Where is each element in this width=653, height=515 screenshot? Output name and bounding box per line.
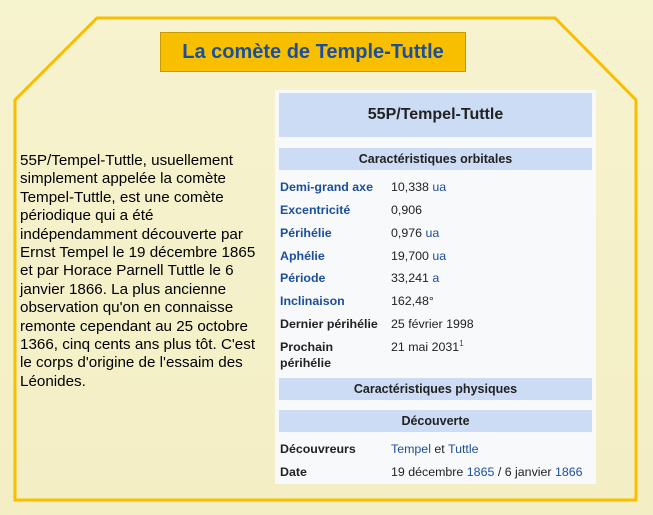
page-title: La comète de Temple-Tuttle (160, 32, 466, 72)
date-sep: / 6 janvier (497, 465, 552, 479)
discoverer-tuttle-link[interactable]: Tuttle (447, 442, 479, 456)
intro-paragraph: 55P/Tempel-Tuttle, usuellement simplement appelée la comète Tempel-Tuttle, est une comète périodique qui a été indépendamment découverte par Ernst Tempel le 19 décembre 1865 et par Horace Parnell Tuttle le 6 janvier 1866. La plus ancienne observation qu'on en connaisse remonte cependant au 25 octobre 1366, cinq cents ans plus tôt. C'est le corps d'origine de l'essaim des Léonides. (20, 152, 256, 390)
row-next-perihelion (280, 339, 590, 373)
date-part1: 19 décembre (391, 465, 464, 479)
physical-section-header: Caractéristiques physiques (279, 378, 592, 400)
value-last-perihelion: 25 février 1998 (391, 317, 474, 331)
label-perihelion[interactable]: Périhélie (280, 226, 332, 240)
orbital-section-header: Caractéristiques orbitales (279, 148, 592, 170)
value-next-perihelion: 21 mai 2031 (391, 340, 460, 355)
value-inclination: 162,48° (391, 294, 434, 308)
value-semi-major-axis: 10,338 (391, 180, 429, 194)
infobox (275, 90, 596, 484)
label-next-perihelion-line2: périhélie (280, 356, 331, 370)
year-1865-link[interactable]: 1865 (466, 465, 495, 479)
unit-ua-link[interactable]: ua (425, 226, 440, 240)
label-next-perihelion-line1: Prochain (280, 340, 334, 354)
year-1866-link[interactable]: 1866 (555, 465, 583, 479)
footnote-ref[interactable]: 1 (459, 339, 464, 348)
value-eccentricity: 0,906 (391, 203, 423, 217)
discoverers-conj: et (434, 442, 445, 456)
label-aphelion[interactable]: Aphélie (280, 249, 325, 263)
value-perihelion: 0,976 (391, 226, 423, 240)
label-last-perihelion: Dernier périhélie (280, 317, 378, 331)
value-aphelion: 19,700 (391, 249, 429, 263)
infobox-title: 55P/Tempel-Tuttle (279, 93, 592, 137)
label-next-perihelion (280, 339, 333, 371)
unit-ua-link[interactable]: ua (432, 180, 447, 194)
label-date: Date (280, 465, 307, 479)
label-period[interactable]: Période (280, 271, 326, 285)
value-period: 33,241 (391, 271, 429, 285)
label-discoverers: Découvreurs (280, 442, 356, 456)
unit-year-link[interactable]: a (432, 271, 440, 285)
unit-ua-link[interactable]: ua (432, 249, 447, 263)
label-inclination[interactable]: Inclinaison (280, 294, 345, 308)
label-eccentricity[interactable]: Excentricité (280, 203, 351, 217)
discoverer-tempel-link[interactable]: Tempel (391, 442, 431, 456)
label-semi-major-axis[interactable]: Demi-grand axe (280, 180, 373, 194)
discovery-section-header: Découverte (279, 410, 592, 432)
